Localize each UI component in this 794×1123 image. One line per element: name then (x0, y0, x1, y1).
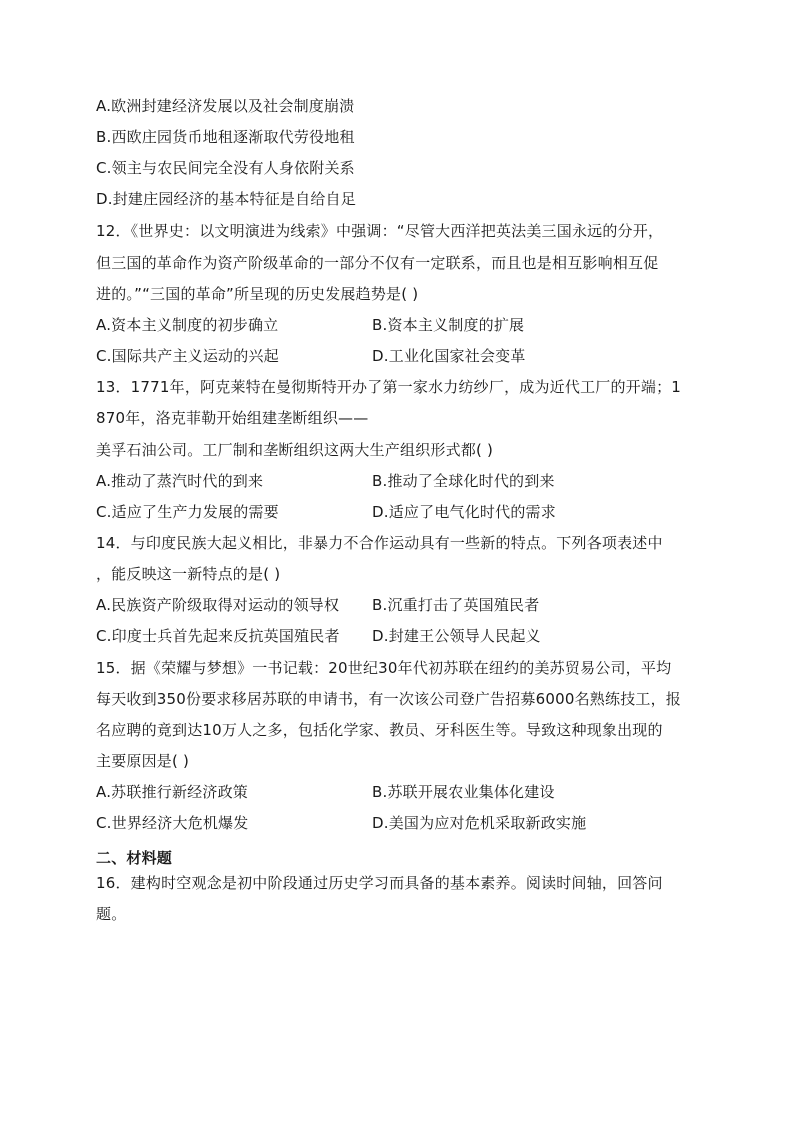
q11-option-d: D.封建庄园经济的基本特征是自给自足 (96, 190, 356, 208)
q16-stem-line-1: 16．建构时空观念是初中阶段通过历史学习而具备的基本素养。阅读时间轴，回答问 (96, 874, 663, 892)
q12-option-c: C.国际共产主义运动的兴起 (96, 347, 279, 365)
q13-stem-line-3: 美孚石油公司。工厂制和垄断组织这两大生产组织形式都( ) (96, 441, 494, 459)
q12-stem-line-2: 但三国的革命作为资产阶级革命的一部分不仅有一定联系，而且也是相互影响相互促 (96, 254, 659, 272)
q13-stem-line-1: 13．1771年，阿克莱特在曼彻斯特开办了第一家水力纺纱厂，成为近代工厂的开端；1 (96, 378, 682, 396)
q12-option-d: D.工业化国家社会变革 (372, 347, 526, 365)
section-heading: 二、材料题 (96, 849, 173, 867)
q11-option-c: C.领主与农民间完全没有人身依附关系 (96, 159, 355, 177)
q13-option-a: A.推动了蒸汽时代的到来 (96, 472, 264, 490)
q14-option-a: A.民族资产阶级取得对运动的领导权 (96, 596, 340, 614)
q12-option-a: A.资本主义制度的初步确立 (96, 316, 279, 334)
q13-option-b: B.推动了全球化时代的到来 (372, 472, 555, 490)
q13-option-d: D.适应了电气化时代的需求 (372, 503, 556, 521)
q12-option-b: B.资本主义制度的扩展 (372, 316, 525, 334)
q14-option-d: D.封建王公领导人民起义 (372, 627, 541, 645)
q15-option-b: B.苏联开展农业集体化建设 (372, 783, 555, 801)
q12-stem-line-3: 进的。”“三国的革命”所呈现的历史发展趋势是( ) (96, 285, 419, 303)
q11-option-a: A.欧洲封建经济发展以及社会制度崩溃 (96, 97, 355, 115)
q14-stem-line-2: ，能反映这一新特点的是( ) (96, 565, 281, 583)
q12-stem-line-1: 12．《世界史：以文明演进为线索》中强调：“尽管大西洋把英法美三国永远的分开， (96, 222, 664, 240)
q15-stem-line-2: 每天收到350份要求移居苏联的申请书，有一次该公司登广告招募6000名熟练技工，报 (96, 690, 682, 708)
q15-stem-line-1: 15．据《荣耀与梦想》一书记载：20世纪30年代初苏联在纽约的美苏贸易公司，平均 (96, 659, 672, 677)
q14-stem-line-1: 14．与印度民族大起义相比，非暴力不合作运动具有一些新的特点。下列各项表述中 (96, 534, 663, 552)
q16-stem-line-2: 题。 (96, 905, 127, 923)
q15-option-a: A.苏联推行新经济政策 (96, 783, 248, 801)
q11-option-b: B.西欧庄园货币地租逐渐取代劳役地租 (96, 128, 355, 146)
q15-stem-line-4: 主要原因是( ) (96, 752, 190, 770)
q15-option-d: D.美国为应对危机采取新政实施 (372, 814, 587, 832)
q15-stem-line-3: 名应聘的竟到达10万人之多，包括化学家、教员、牙科医生等。导致这种现象出现的 (96, 721, 663, 739)
q13-stem-line-2: 870年，洛克菲勒开始组建垄断组织—— (96, 409, 369, 427)
q14-option-b: B.沉重打击了英国殖民者 (372, 596, 540, 614)
q13-option-c: C.适应了生产力发展的需要 (96, 503, 279, 521)
q14-option-c: C.印度士兵首先起来反抗英国殖民者 (96, 627, 340, 645)
q15-option-c: C.世界经济大危机爆发 (96, 814, 249, 832)
